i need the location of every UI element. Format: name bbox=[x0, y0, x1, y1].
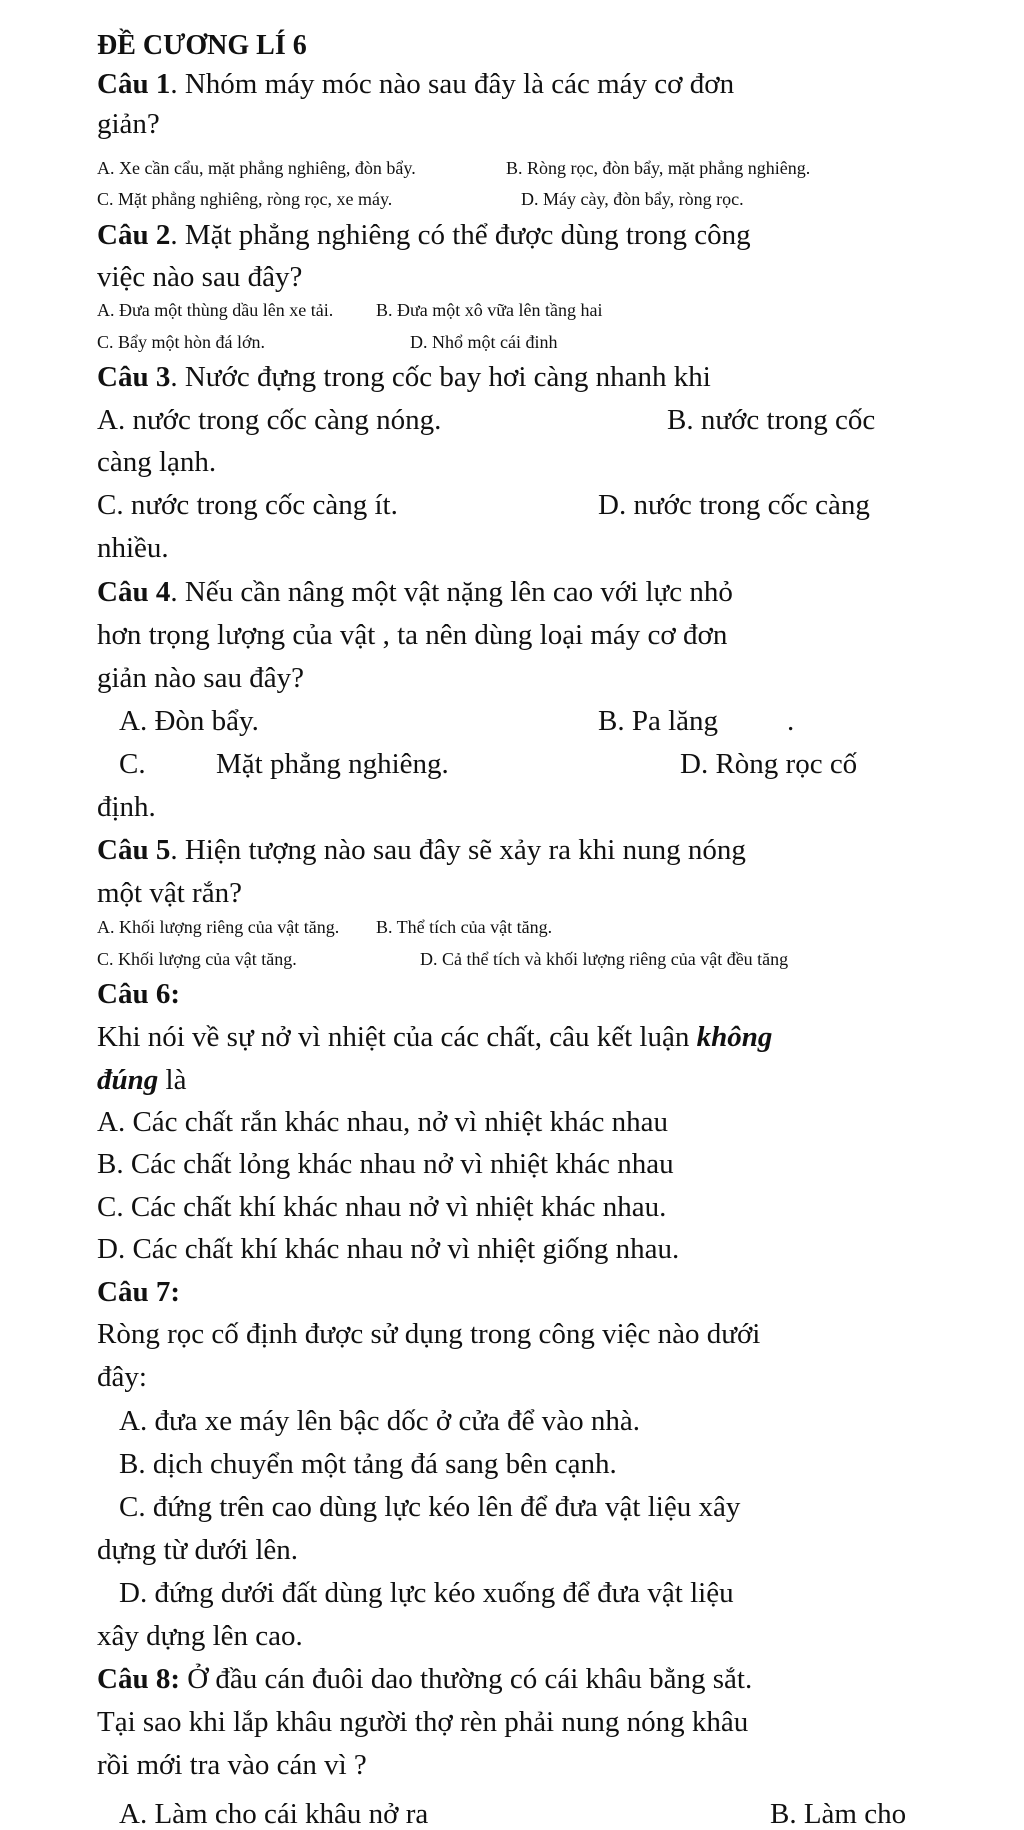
question-3-option-d: D. nước trong cốc càng bbox=[598, 489, 870, 521]
question-5-option-b: B. Thể tích của vật tăng. bbox=[376, 917, 553, 937]
question-7-option-d: D. đứng dưới đất dùng lực kéo xuống để đưa vật liệu bbox=[119, 1577, 734, 1609]
question-4-label: Câu 4 bbox=[97, 576, 171, 608]
question-5-option-c: C. Khối lượng của vật tăng. bbox=[97, 949, 297, 969]
question-5-stem bbox=[97, 836, 746, 865]
question-6-text: Khi nói về sự nở vì nhiệt của các chất, câu kết luận bbox=[97, 1021, 697, 1053]
question-7-stem-cont: đây: bbox=[97, 1361, 147, 1393]
question-1-stem bbox=[97, 70, 734, 99]
question-8-stem-cont-2: rồi mới tra vào cán vì ? bbox=[97, 1749, 367, 1781]
question-6-emphasis-khong: không bbox=[696, 1021, 773, 1053]
question-4-option-c-letter: C. bbox=[119, 748, 146, 780]
question-4-stem bbox=[97, 578, 733, 607]
question-7-stem: Ròng rọc cố định được sử dụng trong công việc nào dưới bbox=[97, 1318, 761, 1350]
question-1-stem-cont: giản? bbox=[97, 108, 160, 140]
question-4-option-b: B. Pa lăng bbox=[598, 705, 719, 737]
question-1-option-a: A. Xe cần cẩu, mặt phẳng nghiêng, đòn bẩy. bbox=[97, 158, 416, 178]
question-8-stem bbox=[97, 1665, 752, 1694]
question-7-option-a: A. đưa xe máy lên bậc dốc ở cửa để vào nhà. bbox=[119, 1405, 641, 1437]
question-2-stem-cont: việc nào sau đây? bbox=[97, 261, 303, 293]
question-6-emphasis-dung: đúng bbox=[97, 1064, 159, 1096]
question-2-option-c: C. Bẩy một hòn đá lớn. bbox=[97, 332, 266, 352]
question-3-label: Câu 3 bbox=[97, 361, 171, 393]
question-6-option-c: C. Các chất khí khác nhau nở vì nhiệt khác nhau. bbox=[97, 1191, 667, 1223]
question-1-option-d: D. Máy cày, đòn bẩy, ròng rọc. bbox=[521, 189, 744, 209]
question-3-option-b: B. nước trong cốc bbox=[667, 404, 876, 436]
question-6-option-d: D. Các chất khí khác nhau nở vì nhiệt giống nhau. bbox=[97, 1233, 680, 1265]
question-4-option-d-cont: định. bbox=[97, 791, 156, 823]
page-title: ĐỀ CƯƠNG LÍ 6 bbox=[97, 30, 307, 61]
question-1-label: Câu 1 bbox=[97, 68, 171, 100]
question-3-option-d-cont: nhiều. bbox=[97, 532, 169, 564]
question-6-option-a: A. Các chất rắn khác nhau, nở vì nhiệt khác nhau bbox=[97, 1106, 668, 1138]
question-4-stem-cont-2: giản nào sau đây? bbox=[97, 662, 304, 694]
question-4-stem-cont-1: hơn trọng lượng của vật , ta nên dùng loại máy cơ đơn bbox=[97, 619, 728, 651]
question-4-option-d: D. Ròng rọc cố bbox=[680, 748, 858, 780]
question-1-text: . Nhóm máy móc nào sau đây là các máy cơ đơn bbox=[170, 68, 735, 100]
question-3-option-c: C. nước trong cốc càng ít. bbox=[97, 489, 398, 521]
question-5-option-a: A. Khối lượng riêng của vật tăng. bbox=[97, 917, 340, 937]
question-2-option-b: B. Đưa một xô vữa lên tầng hai bbox=[376, 300, 603, 320]
question-3-option-b-cont: càng lạnh. bbox=[97, 446, 217, 478]
question-6-text-end: là bbox=[158, 1064, 187, 1096]
question-5-stem-cont: một vật rắn? bbox=[97, 877, 242, 909]
question-7-option-c-cont: dựng từ dưới lên. bbox=[97, 1534, 299, 1566]
question-6-option-b: B. Các chất lỏng khác nhau nở vì nhiệt khác nhau bbox=[97, 1148, 674, 1180]
question-6-stem-cont bbox=[97, 1066, 186, 1095]
question-2-stem bbox=[97, 221, 751, 250]
question-6-label: Câu 6: bbox=[97, 978, 180, 1010]
question-2-option-d: D. Nhổ một cái đinh bbox=[410, 332, 558, 352]
question-2-text: . Mặt phẳng nghiêng có thể được dùng trong công bbox=[170, 219, 751, 251]
question-4-option-a: A. Đòn bẩy. bbox=[119, 705, 259, 737]
question-3-stem bbox=[97, 363, 711, 392]
question-4-option-b-dot: . bbox=[787, 705, 795, 737]
question-7-option-d-cont: xây dựng lên cao. bbox=[97, 1620, 303, 1652]
question-7-option-b: B. dịch chuyển một tảng đá sang bên cạnh. bbox=[119, 1448, 617, 1480]
question-1-option-b: B. Ròng rọc, đòn bẩy, mặt phẳng nghiêng. bbox=[506, 158, 811, 178]
question-6-stem bbox=[97, 1023, 772, 1052]
question-8-option-a-partial: A. Làm cho cái khâu nở ra bbox=[119, 1798, 429, 1830]
question-8-label: Câu 8: bbox=[97, 1663, 180, 1695]
question-5-label: Câu 5 bbox=[97, 834, 171, 866]
question-8-text: Ở đầu cán đuôi dao thường có cái khâu bằng sắt. bbox=[179, 1663, 753, 1695]
question-8-option-b-partial: B. Làm cho bbox=[770, 1798, 907, 1830]
question-1-option-c: C. Mặt phẳng nghiêng, ròng rọc, xe máy. bbox=[97, 189, 393, 209]
question-3-text: . Nước đựng trong cốc bay hơi càng nhanh khi bbox=[170, 361, 711, 393]
question-4-option-c: Mặt phẳng nghiêng. bbox=[216, 748, 449, 780]
question-5-text: . Hiện tượng nào sau đây sẽ xảy ra khi nung nóng bbox=[170, 834, 746, 866]
question-5-option-d: D. Cả thể tích và khối lượng riêng của vật đều tăng bbox=[420, 949, 789, 969]
question-7-label: Câu 7: bbox=[97, 1276, 180, 1308]
question-7-option-c: C. đứng trên cao dùng lực kéo lên để đưa vật liệu xây bbox=[119, 1491, 741, 1523]
question-8-stem-cont-1: Tại sao khi lắp khâu người thợ rèn phải nung nóng khâu bbox=[97, 1706, 749, 1738]
question-3-option-a: A. nước trong cốc càng nóng. bbox=[97, 404, 442, 436]
question-2-label: Câu 2 bbox=[97, 219, 171, 251]
question-4-text: . Nếu cần nâng một vật nặng lên cao với lực nhỏ bbox=[170, 576, 733, 608]
question-2-option-a: A. Đưa một thùng dầu lên xe tải. bbox=[97, 300, 334, 320]
